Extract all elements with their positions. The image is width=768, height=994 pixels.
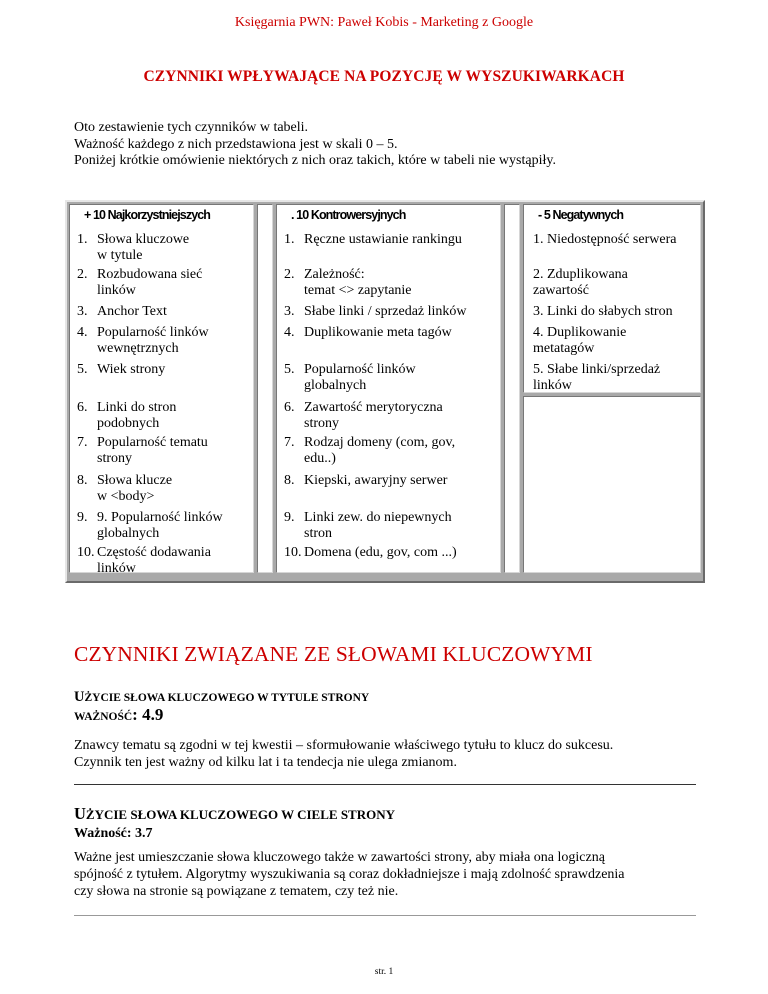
item-text: Linki do stron	[97, 400, 177, 415]
list-item: 1. Niedostępność serwera	[533, 232, 677, 247]
item-text: Wiek strony	[97, 362, 166, 377]
item-text: Rozbudowana sieć	[97, 267, 203, 282]
subsection-1-weight	[74, 705, 163, 725]
list-item	[77, 304, 167, 320]
col-controversial	[276, 204, 501, 573]
item-text: Linki zew. do niepewnych	[304, 510, 452, 525]
item-number: 3.	[77, 304, 88, 319]
subsection-title-2-rest: ŻYCIE SŁOWA KLUCZOWEGO W CIELE STRONY	[85, 807, 395, 822]
intro-line: Poniżej krótkie omówienie niektórych z nich oraz takich, które w tabeli nie wystąpiły.	[74, 153, 556, 168]
col-negative-header: - 5 Negatywnych	[538, 208, 624, 222]
subsection-2-body	[74, 849, 625, 900]
item-text-cont: globalnych	[304, 378, 367, 393]
weight-label: WAŻNOŚĆ	[74, 711, 133, 723]
body-line: Znawcy tematu są zgodni w tej kwestii – sformułowanie właściwego tytułu to klucz do sukcesu.	[74, 738, 614, 753]
item-number: 4.	[77, 325, 88, 340]
item-number: 3.	[284, 304, 295, 319]
body-line: Ważne jest umieszczanie słowa kluczowego także w zawartości strony, aby miała ona logiczną	[74, 850, 605, 865]
col-controversial-header: . 10 Kontrowersyjnych	[291, 208, 406, 222]
item-text: Słowa klucze	[97, 473, 173, 488]
body-line: czy słowa na stronie są powiązane z tematem, czy też nie.	[74, 884, 399, 899]
section-title: CZYNNIKI ZWIĄZANE ZE SŁOWAMI KLUCZOWYMI	[74, 642, 593, 666]
page-title: CZYNNIKI WPŁYWAJĄCE NA POZYCJĘ W WYSZUKIWARKACH	[143, 68, 625, 85]
item-number: 7.	[284, 435, 295, 450]
item-number: 1.	[284, 232, 295, 247]
item-text-cont: podobnych	[97, 416, 160, 431]
item-text-cont: stron	[304, 526, 332, 541]
item-text: Zawartość merytoryczna	[304, 400, 443, 415]
item-text: Częstość dodawania	[97, 545, 211, 560]
item-number: 9.	[284, 510, 295, 525]
item-text: Słowa kluczowe	[97, 232, 190, 247]
body-line: spójność z tytułem. Algorytmy wyszukiwania są coraz dokładniejsze i mają zdolność sprawdzenia	[74, 867, 625, 882]
list-item	[77, 473, 173, 504]
list-item	[77, 510, 223, 541]
list-item: 2. Zduplikowana	[533, 267, 628, 282]
item-text: Słabe linki / sprzedaż linków	[304, 304, 467, 319]
item-number: 2.	[284, 267, 295, 282]
item-text: Ręczne ustawianie rankingu	[304, 232, 462, 247]
list-item-cont: zawartość	[533, 283, 589, 298]
body-line: Czynnik ten jest ważny od kilku lat i ta tendecja nie ulega zmianom.	[74, 755, 457, 770]
item-text-cont: linków	[97, 561, 136, 573]
subsection-title-2	[74, 804, 395, 824]
item-text-cont: globalnych	[97, 526, 160, 541]
item-text-cont: edu..)	[304, 451, 336, 466]
list-item: 4. Duplikowanie	[533, 325, 627, 340]
list-item	[77, 545, 211, 573]
subsection-title-1-rest: ŻYCIE SŁOWA KLUCZOWEGO W TYTULE STRONY	[84, 692, 370, 704]
list-item	[77, 400, 177, 431]
item-text: Domena (edu, gov, com ...)	[304, 545, 457, 560]
item-number: 5.	[77, 362, 88, 377]
item-text: Anchor Text	[97, 304, 167, 319]
item-text: Duplikowanie meta tagów	[304, 325, 452, 340]
list-item	[284, 304, 467, 320]
item-text-cont: strony	[304, 416, 339, 431]
list-item	[77, 232, 190, 263]
item-number: 2.	[77, 267, 88, 282]
list-item	[284, 267, 412, 298]
item-text: Kiepski, awaryjny serwer	[304, 473, 448, 488]
list-item	[284, 473, 448, 489]
item-text-cont: w <body>	[97, 489, 155, 504]
divider	[74, 915, 696, 916]
list-item: 3. Linki do słabych stron	[533, 304, 673, 319]
page-number: str. 1	[374, 967, 394, 977]
item-number: 5.	[284, 362, 295, 377]
intro-paragraph	[74, 120, 556, 170]
list-item	[77, 362, 166, 378]
running-header: Księgarnia PWN: Paweł Kobis - Marketing z Google	[234, 15, 534, 30]
subsection-1-body	[74, 737, 613, 771]
col-negative	[523, 204, 701, 393]
item-number: 8.	[77, 473, 88, 488]
item-text-cont: w tytule	[97, 248, 143, 263]
list-item	[284, 510, 452, 541]
list-item: 5. Słabe linki/sprzedaż	[533, 362, 661, 377]
item-number: 8.	[284, 473, 295, 488]
weight-value: : 4.9	[132, 705, 164, 724]
col-best	[69, 204, 254, 573]
subsection-title-1-lead: U	[74, 689, 85, 705]
list-item	[284, 400, 443, 431]
subsection-title-1	[74, 688, 369, 706]
item-number: 10.	[77, 545, 95, 560]
item-number: 7.	[77, 435, 88, 450]
subsection-2-weight: Ważność: 3.7	[74, 826, 153, 841]
item-text: 9. Popularność linków	[97, 510, 223, 525]
list-item	[284, 232, 462, 248]
intro-line: Ważność każdego z nich przedstawiona jest w skali 0 – 5.	[74, 136, 398, 152]
list-item	[77, 267, 203, 298]
item-number: 6.	[77, 400, 88, 415]
list-item	[284, 545, 457, 561]
intro-line: Oto zestawienie tych czynników w tabeli.	[74, 120, 309, 135]
divider	[74, 784, 696, 785]
item-text: Zależność:	[304, 267, 365, 282]
item-text-cont: strony	[97, 451, 132, 466]
item-number: 9.	[77, 510, 88, 525]
item-text-cont: temat <> zapytanie	[304, 283, 412, 298]
list-item	[284, 362, 416, 393]
item-text-cont: linków	[97, 283, 136, 298]
list-item	[77, 435, 208, 466]
factors-table	[65, 200, 705, 583]
item-number: 6.	[284, 400, 295, 415]
empty-cell	[523, 396, 701, 573]
list-item	[284, 325, 452, 341]
item-number: 1.	[77, 232, 88, 247]
item-number: 4.	[284, 325, 295, 340]
list-item	[77, 325, 209, 356]
subsection-title-2-lead: U	[74, 804, 86, 823]
item-text-cont: wewnętrznych	[97, 341, 179, 356]
list-item	[284, 435, 456, 466]
item-number: 10.	[284, 545, 302, 560]
item-text: Popularność linków	[304, 362, 416, 377]
col-best-header: + 10 Najkorzystniejszych	[84, 208, 211, 222]
item-text: Popularność tematu	[97, 435, 208, 450]
spacer-cell	[504, 204, 520, 573]
list-item-cont: metatagów	[533, 341, 595, 356]
spacer-cell	[257, 204, 273, 573]
list-item-cont: linków	[533, 378, 572, 393]
item-text: Popularność linków	[97, 325, 209, 340]
item-text: Rodzaj domeny (com, gov,	[304, 435, 456, 450]
